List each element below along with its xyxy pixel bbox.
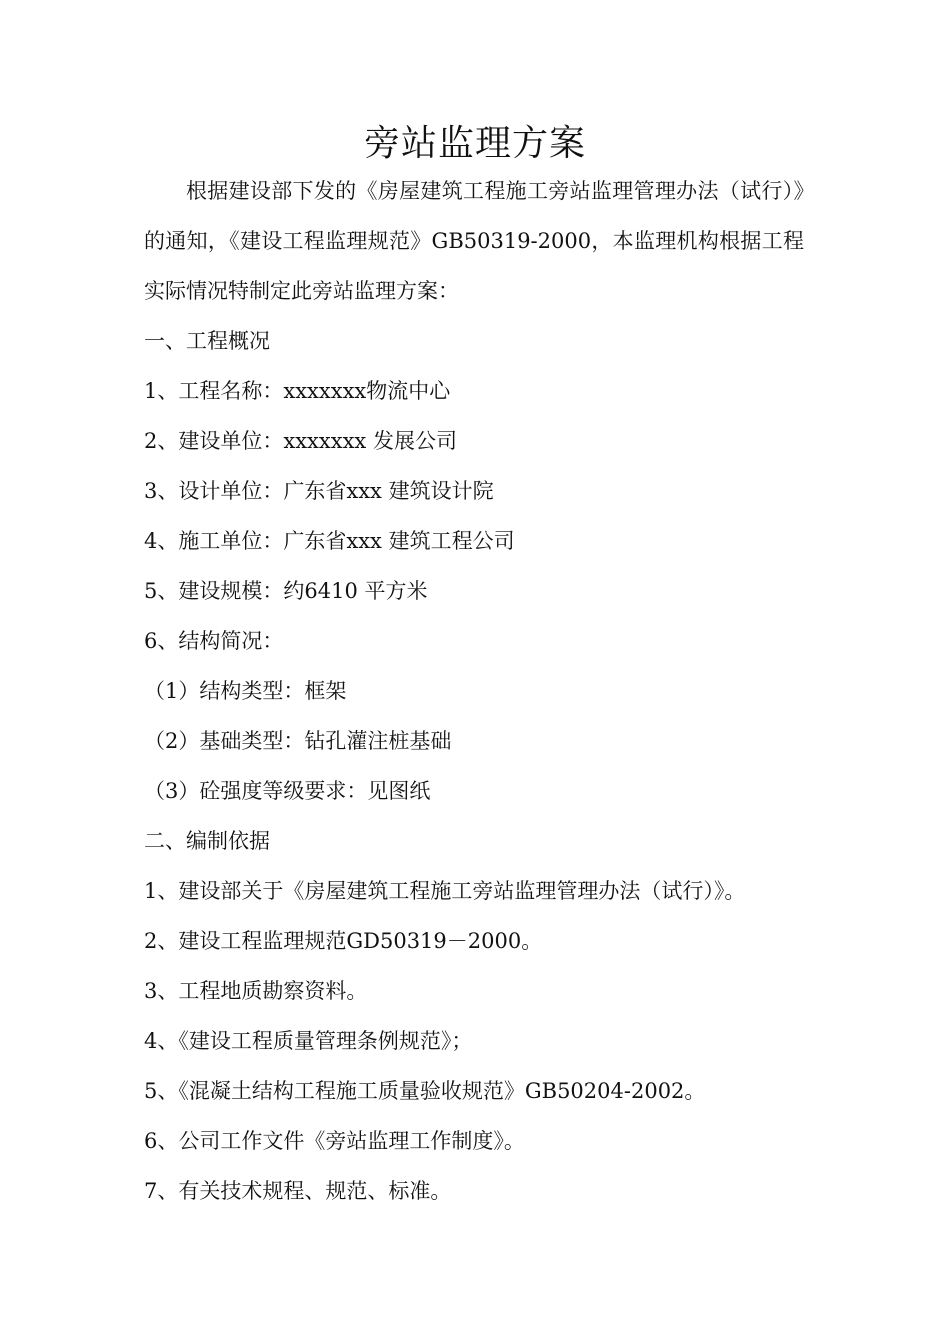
list-item: 2、建设工程监理规范GD50319－2000。	[144, 929, 543, 953]
document-title: 旁站监理方案	[363, 123, 586, 164]
list-item: （1）结构类型：框架	[144, 679, 347, 703]
list-item: 3、设计单位：广东省xxx 建筑设计院	[144, 479, 494, 503]
list-item: （2）基础类型：钻孔灌注桩基础	[144, 729, 452, 753]
list-item: 7、有关技术规程、规范、标准。	[144, 1179, 452, 1203]
intro-paragraph: 根据建设部下发的《房屋建筑工程施工旁站监理管理办法（试行）》的通知，《建设工程监理规范》GB50319-2000，本监理机构根据工程实际情况特制定此旁站监理方案：	[144, 179, 804, 303]
list-item: 5、建设规模：约6410 平方米	[144, 579, 428, 603]
list-item: 1、工程名称：xxxxxxx物流中心	[144, 379, 451, 403]
list-item: （3）砼强度等级要求：见图纸	[144, 779, 431, 803]
list-item: 2、建设单位：xxxxxxx 发展公司	[144, 429, 457, 453]
section-heading-basis: 二、编制依据	[144, 829, 270, 853]
list-item: 6、结构简况：	[144, 629, 284, 653]
list-item: 1、建设部关于《房屋建筑工程施工旁站监理管理办法（试行）》。	[144, 879, 746, 903]
list-item: 4、《建设工程质量管理条例规范》；	[144, 1029, 473, 1053]
list-item: 4、施工单位：广东省xxx 建筑工程公司	[144, 529, 515, 553]
list-item: 6、公司工作文件《旁站监理工作制度》。	[144, 1129, 525, 1153]
list-item: 5、《混凝土结构工程施工质量验收规范》GB50204-2002。	[144, 1079, 706, 1103]
section-heading-overview: 一、工程概况	[144, 329, 270, 353]
list-item: 3、工程地质勘察资料。	[144, 979, 368, 1003]
